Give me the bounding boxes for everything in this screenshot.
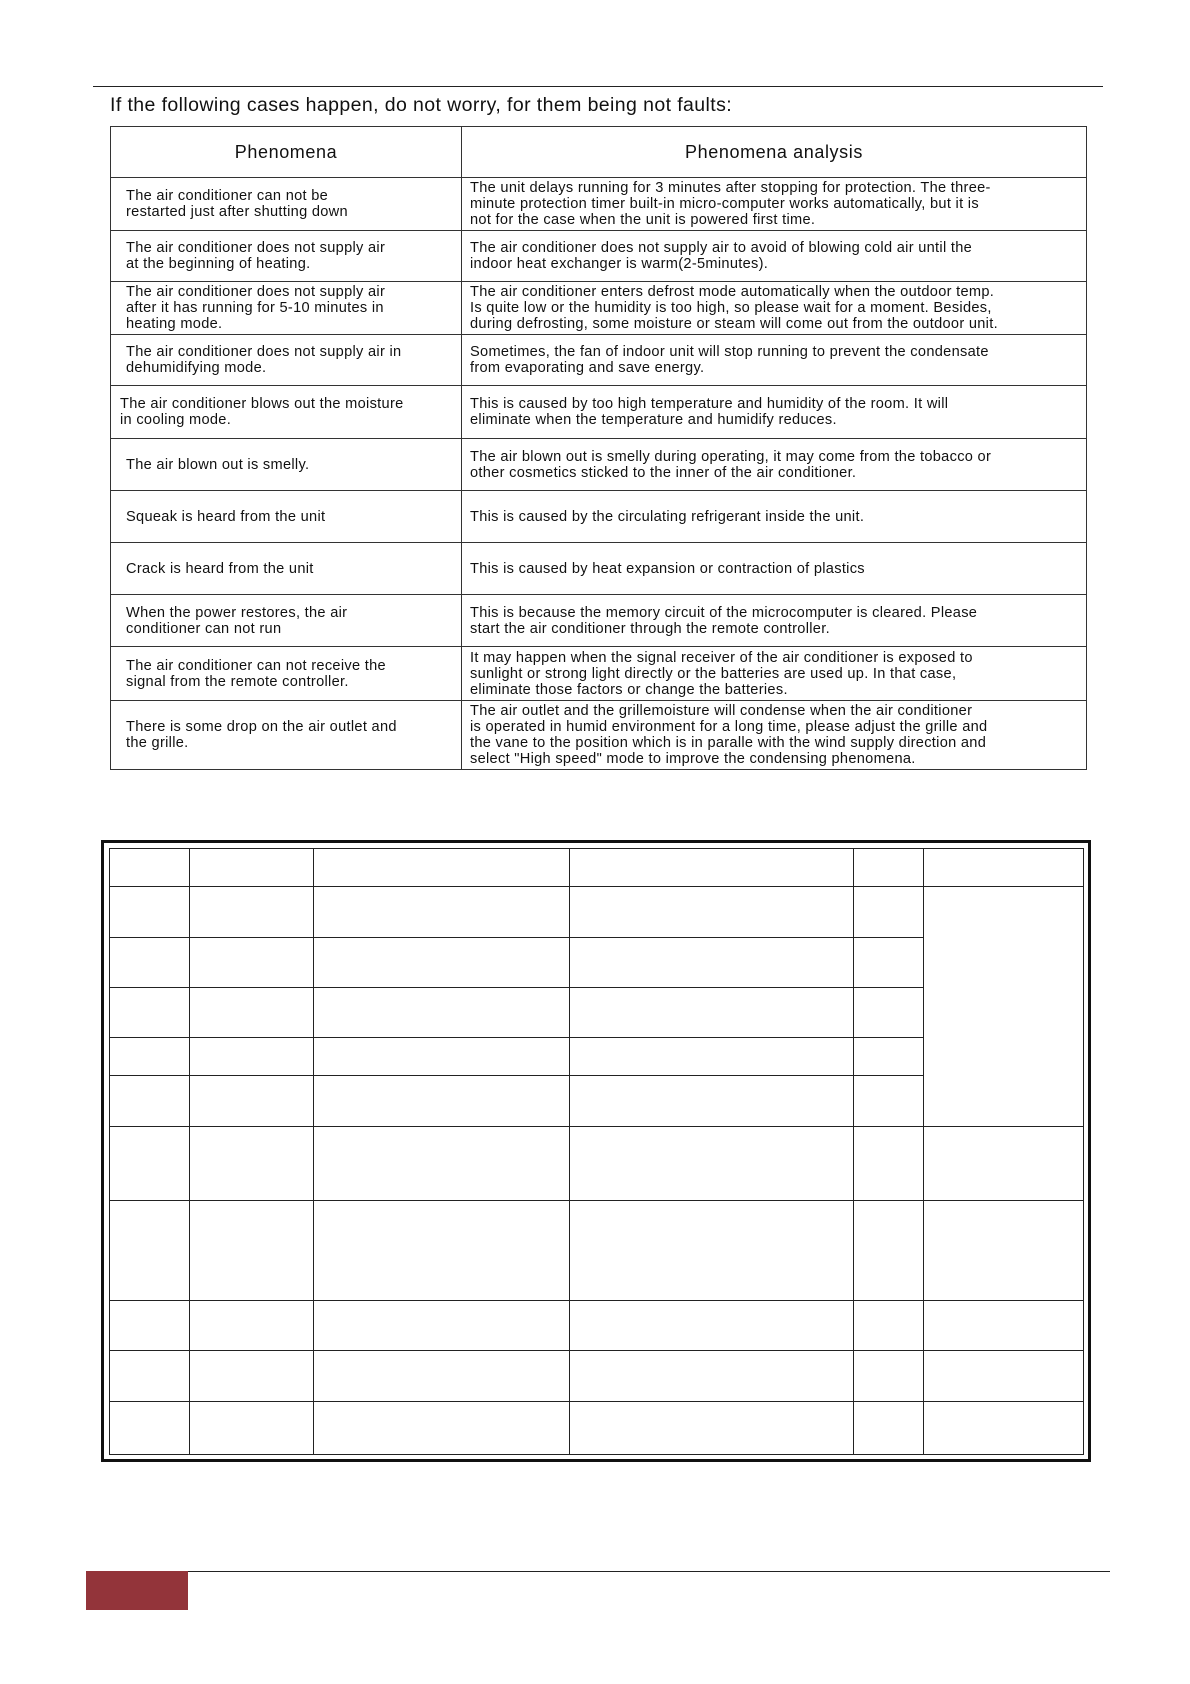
phenomenon-text: When the power restores, the air — [126, 604, 348, 621]
record-cell — [570, 1301, 854, 1351]
record-row — [110, 1201, 1084, 1301]
analysis-text: during defrosting, some moisture or steam will come out from the outdoor unit. — [470, 316, 998, 332]
analysis-text: start the air conditioner through the remote controller. — [470, 620, 830, 637]
phenomenon-cell — [111, 231, 462, 282]
record-cell — [854, 1301, 924, 1351]
phenomenon-cell — [111, 595, 462, 647]
phenomena-row — [111, 595, 1087, 647]
header-phenomena-analysis: Phenomena analysis — [462, 127, 1087, 178]
phenomena-row — [111, 491, 1087, 543]
phenomenon-text: dehumidifying mode. — [126, 360, 267, 376]
analysis-text: The air blown out is smelly during operating, it may come from the tobacco or — [470, 448, 992, 465]
record-cell — [854, 938, 924, 988]
record-cell — [190, 1076, 314, 1127]
record-cell — [570, 1402, 854, 1455]
analysis-cell — [462, 231, 1087, 282]
phenomenon-cell — [111, 335, 462, 386]
record-cell — [314, 1301, 570, 1351]
analysis-text: This is caused by heat expansion or contraction of plastics — [470, 560, 865, 577]
analysis-text: Sometimes, the fan of indoor unit will stop running to prevent the condensate — [470, 344, 989, 360]
record-table — [109, 848, 1084, 1455]
record-cell — [314, 988, 570, 1038]
record-cell — [570, 1127, 854, 1201]
analysis-cell — [462, 491, 1087, 543]
phenomenon-text: at the beginning of heating. — [126, 256, 311, 272]
phenomenon-text: in cooling mode. — [120, 412, 232, 428]
top-rule — [93, 86, 1103, 87]
analysis-text: not for the case when the unit is powered first time. — [470, 212, 816, 228]
analysis-text: minute protection timer built-in micro-computer works automatically, but it is — [470, 196, 979, 212]
phenomena-row — [111, 543, 1087, 595]
phenomenon-text: restarted just after shutting down — [126, 204, 348, 220]
record-cell — [314, 849, 570, 887]
record-cell — [924, 1402, 1084, 1455]
phenomenon-text: after it has running for 5-10 minutes in — [126, 300, 384, 316]
analysis-cell — [462, 178, 1087, 231]
intro-text: If the following cases happen, do not worry, for them being not faults: — [110, 94, 733, 116]
record-cell — [190, 849, 314, 887]
record-row — [110, 887, 1084, 938]
record-row — [110, 849, 1084, 887]
analysis-text: Is quite low or the humidity is too high, so please wait for a moment. Besides, — [470, 300, 992, 316]
phenomena-row — [111, 335, 1087, 386]
analysis-text: The air outlet and the grillemoisture will condense when the air conditioner — [470, 703, 973, 719]
phenomena-row — [111, 647, 1087, 701]
phenomenon-text: conditioner can not run — [126, 620, 282, 637]
record-cell — [190, 1038, 314, 1076]
phenomenon-text: The air conditioner does not supply air in — [126, 344, 402, 360]
record-cell — [854, 1076, 924, 1127]
record-cell — [110, 849, 190, 887]
record-cell — [924, 1201, 1084, 1301]
analysis-text: is operated in humid environment for a long time, please adjust the grille and — [470, 719, 988, 735]
analysis-text: other cosmetics sticked to the inner of the air conditioner. — [470, 464, 857, 481]
record-cell — [190, 1201, 314, 1301]
record-cell — [110, 1301, 190, 1351]
record-cell — [314, 938, 570, 988]
phenomenon-text: The air conditioner blows out the moisture — [120, 396, 404, 412]
record-cell — [854, 887, 924, 938]
phenomena-header-row — [111, 127, 1087, 178]
phenomenon-text: The air conditioner does not supply air — [126, 284, 386, 300]
analysis-cell — [462, 595, 1087, 647]
record-cell — [854, 1127, 924, 1201]
analysis-text: It may happen when the signal receiver of the air conditioner is exposed to — [470, 649, 973, 666]
record-cell — [110, 887, 190, 938]
analysis-text: from evaporating and save energy. — [470, 360, 705, 376]
analysis-text: The air conditioner does not supply air to avoid of blowing cold air until the — [470, 240, 973, 256]
record-cell — [854, 1038, 924, 1076]
phenomenon-text: The air conditioner does not supply air — [126, 240, 386, 256]
record-cell — [570, 849, 854, 887]
record-cell — [314, 1127, 570, 1201]
phenomenon-cell — [111, 282, 462, 335]
analysis-text: select "High speed" mode to improve the condensing phenomena. — [470, 751, 916, 767]
analysis-cell — [462, 543, 1087, 595]
record-cell — [190, 1402, 314, 1455]
record-cell — [570, 887, 854, 938]
analysis-text: The air conditioner enters defrost mode automatically when the outdoor temp. — [470, 284, 995, 300]
analysis-text: eliminate those factors or change the batteries. — [470, 681, 788, 698]
record-cell — [924, 1301, 1084, 1351]
page-number-tab — [86, 1571, 188, 1610]
record-cell — [110, 938, 190, 988]
analysis-cell — [462, 701, 1087, 770]
record-cell — [190, 1301, 314, 1351]
phenomenon-cell — [111, 439, 462, 491]
record-cell — [570, 938, 854, 988]
record-cell — [190, 988, 314, 1038]
record-cell — [190, 887, 314, 938]
phenomenon-text: signal from the remote controller. — [126, 673, 349, 690]
record-cell — [314, 1351, 570, 1402]
record-cell — [854, 1201, 924, 1301]
phenomenon-cell — [111, 386, 462, 439]
phenomena-row — [111, 178, 1087, 231]
record-cell — [190, 1127, 314, 1201]
phenomenon-cell — [111, 178, 462, 231]
record-cell — [854, 1402, 924, 1455]
record-cell — [854, 1351, 924, 1402]
phenomena-row — [111, 386, 1087, 439]
analysis-text: indoor heat exchanger is warm(2-5minutes). — [470, 256, 769, 272]
record-cell — [924, 849, 1084, 887]
record-cell — [570, 1076, 854, 1127]
bottom-rule — [188, 1571, 1110, 1572]
record-cell — [110, 1076, 190, 1127]
record-cell — [110, 1402, 190, 1455]
phenomenon-cell — [111, 701, 462, 770]
record-cell — [924, 1127, 1084, 1201]
record-cell — [110, 1127, 190, 1201]
analysis-cell — [462, 439, 1087, 491]
record-row — [110, 1351, 1084, 1402]
record-cell — [110, 988, 190, 1038]
phenomenon-text: Squeak is heard from the unit — [126, 508, 326, 525]
record-row — [110, 1127, 1084, 1201]
record-cell — [854, 988, 924, 1038]
record-cell — [314, 1076, 570, 1127]
phenomenon-text: The air conditioner can not receive the — [126, 657, 386, 674]
phenomenon-text: The air conditioner can not be — [126, 188, 329, 204]
analysis-cell — [462, 282, 1087, 335]
analysis-text: This is caused by the circulating refrigerant inside the unit. — [470, 508, 865, 525]
analysis-cell — [462, 386, 1087, 439]
analysis-text: sunlight or strong light directly or the batteries are used up. In that case, — [470, 665, 957, 682]
record-cell — [570, 1351, 854, 1402]
phenomenon-text: There is some drop on the air outlet and — [126, 719, 397, 735]
phenomenon-text: heating mode. — [126, 316, 223, 332]
record-cell — [110, 1351, 190, 1402]
analysis-text: This is because the memory circuit of the microcomputer is cleared. Please — [470, 604, 978, 621]
analysis-text: eliminate when the temperature and humidify reduces. — [470, 412, 837, 428]
phenomenon-text: the grille. — [126, 735, 189, 751]
record-cell — [110, 1038, 190, 1076]
record-cell — [854, 849, 924, 887]
record-cell — [110, 1201, 190, 1301]
phenomena-row — [111, 282, 1087, 335]
phenomena-row — [111, 231, 1087, 282]
record-row — [110, 1301, 1084, 1351]
record-cell — [314, 1402, 570, 1455]
analysis-cell — [462, 335, 1087, 386]
analysis-text: the vane to the position which is in paralle with the wind supply direction and — [470, 735, 987, 751]
analysis-text: The unit delays running for 3 minutes after stopping for protection. The three- — [470, 180, 991, 196]
phenomenon-cell — [111, 491, 462, 543]
record-table-frame — [101, 840, 1091, 1462]
record-cell — [190, 1351, 314, 1402]
record-cell — [570, 1038, 854, 1076]
analysis-cell — [462, 647, 1087, 701]
phenomenon-cell — [111, 543, 462, 595]
record-cell — [314, 1038, 570, 1076]
record-cell — [570, 988, 854, 1038]
phenomena-row — [111, 701, 1087, 770]
record-row — [110, 1402, 1084, 1455]
phenomenon-text: The air blown out is smelly. — [126, 456, 310, 473]
record-cell — [924, 887, 1084, 1127]
record-cell — [314, 1201, 570, 1301]
record-cell — [924, 1351, 1084, 1402]
analysis-text: This is caused by too high temperature and humidity of the room. It will — [470, 396, 949, 412]
record-cell — [190, 938, 314, 988]
record-cell — [314, 887, 570, 938]
phenomena-table — [110, 126, 1087, 770]
record-cell — [570, 1201, 854, 1301]
phenomenon-text: Crack is heard from the unit — [126, 560, 314, 577]
header-phenomena: Phenomena — [111, 127, 462, 178]
phenomenon-cell — [111, 647, 462, 701]
phenomena-row — [111, 439, 1087, 491]
